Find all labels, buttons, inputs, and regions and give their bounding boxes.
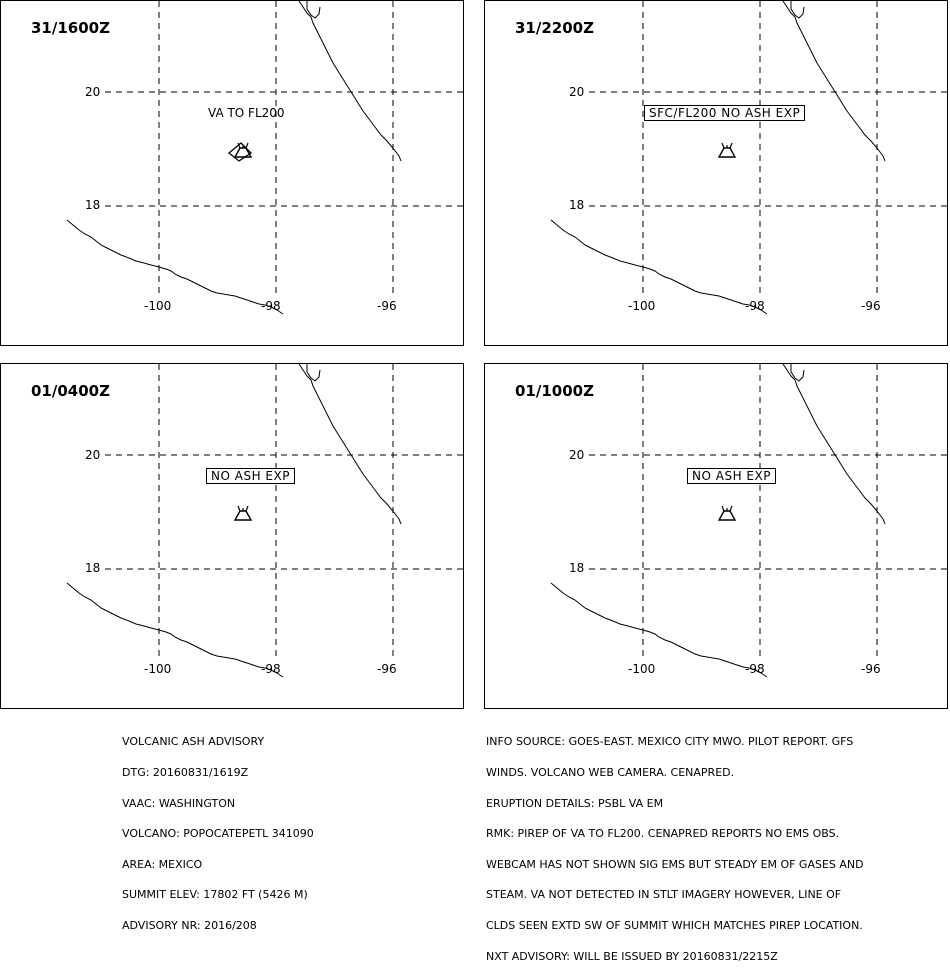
map-panel-4 [484, 363, 948, 709]
volcano-plume [238, 506, 248, 511]
volcano-cone [235, 511, 251, 520]
lon-label-100: -100 [144, 299, 172, 313]
pacific-coastline [67, 583, 283, 677]
advisory-line: VOLCANIC ASH ADVISORY [122, 735, 265, 749]
pacific-coastline [67, 220, 283, 314]
volcano-plume [722, 143, 732, 148]
map-panel-2 [484, 0, 948, 346]
ash-forecast-label: NO ASH EXP [206, 468, 295, 484]
forecast-time: 31/1600Z [31, 19, 110, 37]
lat-label-20: 20 [569, 448, 585, 462]
volcano-cone [235, 148, 251, 157]
lon-label-98: -98 [745, 299, 765, 313]
gulf-coastline [783, 1, 885, 161]
advisory-line: RMK: PIREP OF VA TO FL200. CENAPRED REPORTS NO EMS OBS. [486, 827, 840, 841]
pacific-coastline [551, 220, 767, 314]
ash-forecast-label: VA TO FL200 [208, 106, 285, 120]
map-layer [67, 1, 464, 314]
advisory-details-block [486, 717, 864, 972]
volcano-icon [235, 506, 251, 520]
forecast-time: 01/1000Z [515, 382, 594, 400]
lon-label-100: -100 [144, 662, 172, 676]
lat-label-18: 18 [85, 561, 101, 575]
volcano-plume [722, 506, 732, 511]
lon-label-98: -98 [261, 299, 281, 313]
lat-label-18: 18 [569, 561, 585, 575]
map-canvas [1, 364, 464, 709]
ash-forecast-label: NO ASH EXP [687, 468, 776, 484]
advisory-line: WEBCAM HAS NOT SHOWN SIG EMS BUT STEADY EM OF GASES AND [486, 857, 864, 871]
map-panel-1 [0, 0, 464, 346]
map-layer [67, 364, 464, 677]
advisory-header-block [122, 717, 314, 941]
map-layer [551, 1, 948, 314]
pacific-coastline [551, 583, 767, 677]
lat-label-20: 20 [85, 448, 101, 462]
gulf-coastline [299, 1, 401, 161]
advisory-line: NXT ADVISORY: WILL BE ISSUED BY 20160831/2215Z [486, 949, 778, 963]
lon-label-98: -98 [745, 662, 765, 676]
map-canvas [485, 1, 948, 346]
volcano-icon [719, 506, 735, 520]
advisory-line: CLDS SEEN EXTD SW OF SUMMIT WHICH MATCHES PIREP LOCATION. [486, 918, 863, 932]
volcano-icon [719, 143, 735, 157]
advisory-line: VAAC: WASHINGTON [122, 796, 236, 810]
lat-label-18: 18 [569, 198, 585, 212]
advisory-line: DTG: 20160831/1619Z [122, 766, 249, 779]
lat-label-20: 20 [569, 85, 585, 99]
forecast-time: 01/0400Z [31, 382, 110, 400]
advisory-line: STEAM. VA NOT DETECTED IN STLT IMAGERY HOWEVER, LINE OF [486, 888, 842, 902]
lon-label-100: -100 [628, 299, 656, 313]
map-layer [551, 364, 948, 677]
lon-label-96: -96 [377, 662, 397, 676]
lon-label-96: -96 [377, 299, 397, 313]
map-canvas [485, 364, 948, 709]
gulf-coastline [299, 364, 401, 524]
lon-label-98: -98 [261, 662, 281, 676]
lon-label-96: -96 [861, 299, 881, 313]
advisory-line: SUMMIT ELEV: 17802 FT (5426 M) [122, 888, 308, 902]
volcano-cone [719, 511, 735, 520]
map-canvas [1, 1, 464, 346]
advisory-line: ERUPTION DETAILS: PSBL VA EM [486, 796, 664, 810]
ash-forecast-label: SFC/FL200 NO ASH EXP [644, 105, 805, 121]
advisory-line: AREA: MEXICO [122, 857, 203, 871]
lon-label-96: -96 [861, 662, 881, 676]
lat-label-18: 18 [85, 198, 101, 212]
lon-label-100: -100 [628, 662, 656, 676]
advisory-line: WINDS. VOLCANO WEB CAMERA. CENAPRED. [486, 766, 735, 779]
forecast-time: 31/2200Z [515, 19, 594, 37]
gulf-coastline [783, 364, 885, 524]
lat-label-20: 20 [85, 85, 101, 99]
advisory-line: VOLCANO: POPOCATEPETL 341090 [122, 827, 314, 841]
advisory-line: INFO SOURCE: GOES-EAST. MEXICO CITY MWO. PILOT REPORT. GFS [486, 735, 854, 749]
volcano-cone [719, 148, 735, 157]
advisory-line: ADVISORY NR: 2016/208 [122, 918, 257, 932]
map-panel-3 [0, 363, 464, 709]
